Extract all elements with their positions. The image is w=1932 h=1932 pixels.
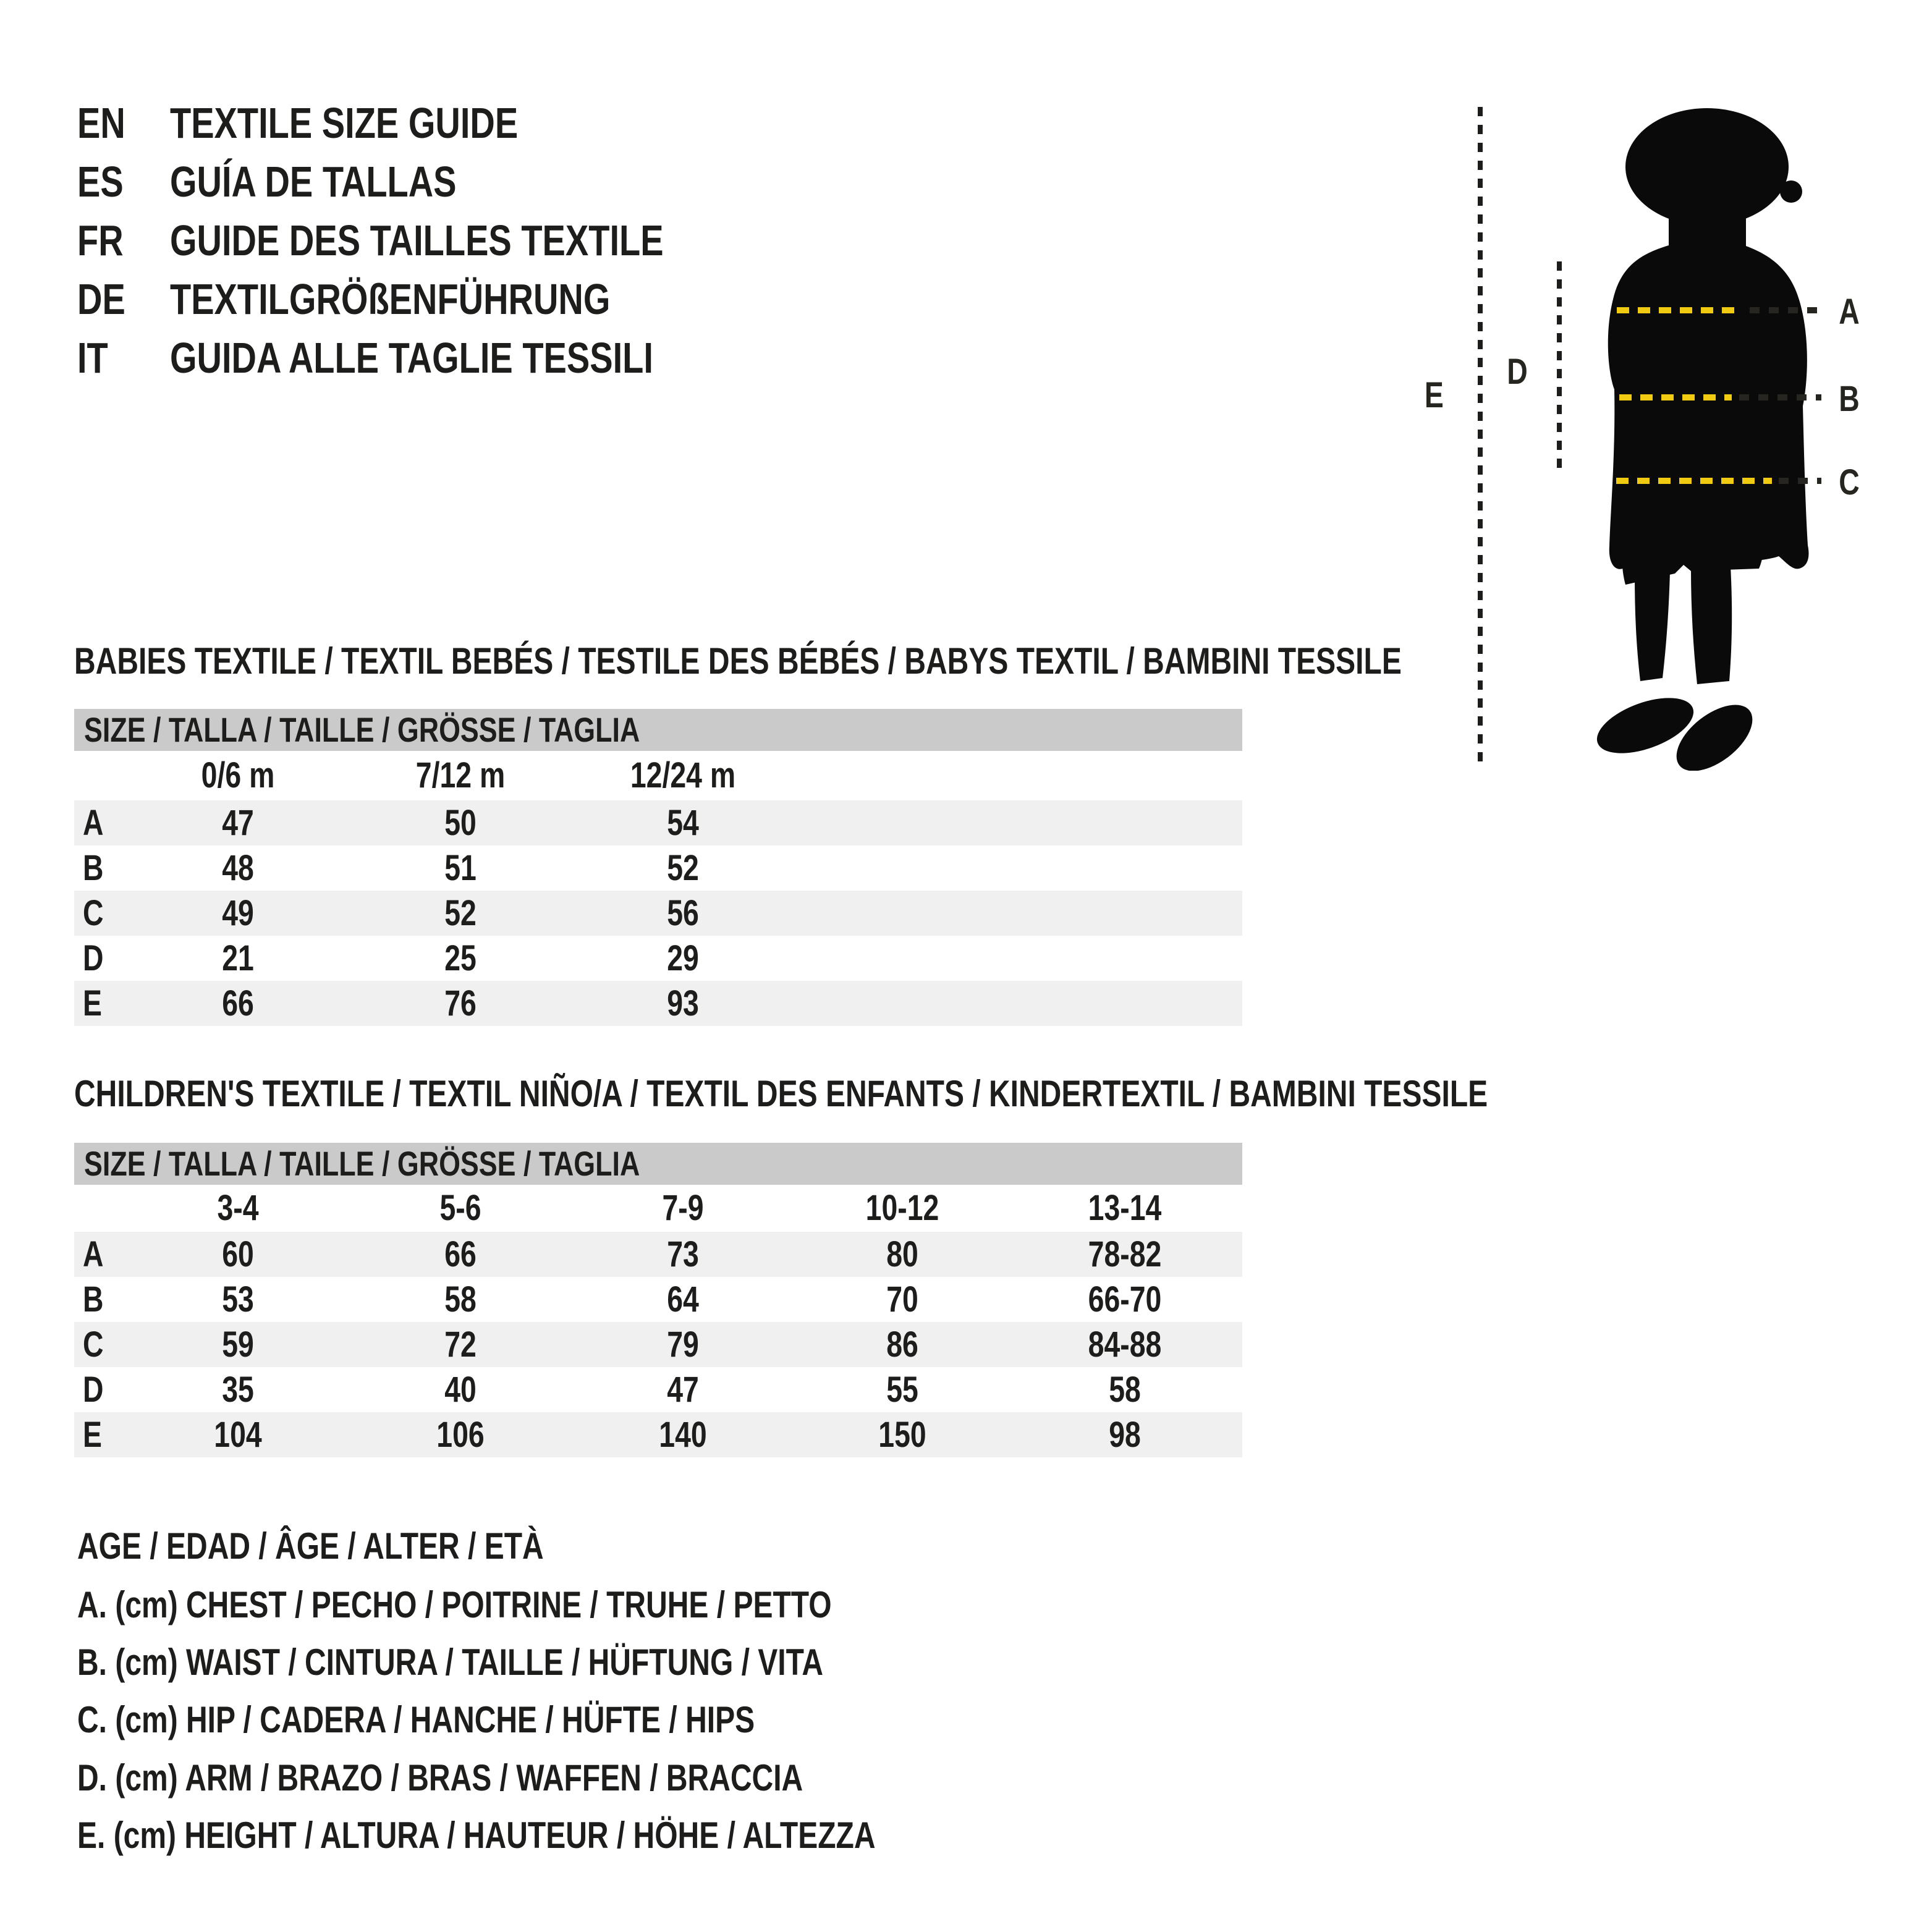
language-code: EN bbox=[77, 99, 125, 147]
babies-row-A bbox=[74, 800, 1242, 845]
language-row-fr bbox=[0, 211, 1051, 270]
language-row-en bbox=[0, 94, 1051, 153]
language-title: TEXTILE SIZE GUIDE bbox=[170, 99, 519, 147]
row-label: D bbox=[83, 938, 104, 978]
hip-line-yellow-C bbox=[1616, 478, 1772, 484]
table-cell: 52 bbox=[444, 893, 477, 933]
children-row-C bbox=[74, 1322, 1242, 1367]
measure-label-B: B bbox=[1839, 379, 1860, 419]
silhouette-ear bbox=[1780, 180, 1802, 203]
children-row-E bbox=[74, 1412, 1242, 1457]
table-cell: 66-70 bbox=[1088, 1279, 1162, 1320]
language-code: ES bbox=[77, 158, 124, 206]
table-cell: 64 bbox=[667, 1279, 699, 1320]
children-column-headers bbox=[74, 1185, 1242, 1232]
table-cell: 76 bbox=[444, 983, 477, 1023]
row-label: D bbox=[83, 1370, 104, 1410]
waist-line-yellow-B bbox=[1619, 394, 1732, 400]
babies-col-7-12m: 7/12 m bbox=[415, 755, 506, 795]
measure-label-E: E bbox=[1424, 375, 1444, 415]
children-col-10-12: 10-12 bbox=[865, 1188, 939, 1228]
table-cell: 84-88 bbox=[1088, 1324, 1162, 1365]
table-cell: 52 bbox=[667, 848, 699, 888]
hip-line-dark-C bbox=[1779, 478, 1821, 484]
table-cell: 40 bbox=[444, 1370, 477, 1410]
children-col-3-4: 3-4 bbox=[217, 1188, 259, 1228]
legend-waist: B. (cm) WAIST / CINTURA / TAILLE / HÜFTUNG / VITA bbox=[77, 1642, 824, 1683]
table-cell: 47 bbox=[667, 1370, 699, 1410]
table-cell: 58 bbox=[444, 1279, 477, 1320]
table-cell: 86 bbox=[886, 1324, 918, 1365]
table-cell: 55 bbox=[886, 1370, 918, 1410]
table-cell: 50 bbox=[444, 803, 477, 843]
chest-line-dark-A bbox=[1750, 307, 1821, 313]
table-cell: 59 bbox=[222, 1324, 254, 1365]
table-cell: 49 bbox=[222, 893, 254, 933]
babies-column-headers bbox=[74, 751, 1242, 800]
table-cell: 60 bbox=[222, 1234, 254, 1274]
silhouette-left-leg bbox=[1635, 572, 1670, 681]
children-row-B bbox=[74, 1277, 1242, 1322]
children-row-D bbox=[74, 1367, 1242, 1412]
table-cell: 29 bbox=[667, 938, 699, 978]
table-cell: 35 bbox=[222, 1370, 254, 1410]
table-cell: 70 bbox=[886, 1279, 918, 1320]
babies-row-D bbox=[74, 936, 1242, 981]
language-title: GUIDA ALLE TAGLIE TESSILI bbox=[170, 334, 653, 382]
row-label: B bbox=[83, 1279, 104, 1320]
table-cell: 53 bbox=[222, 1279, 254, 1320]
babies-row-C bbox=[74, 891, 1242, 936]
babies-col-0-6m: 0/6 m bbox=[201, 755, 275, 795]
legend-height: E. (cm) HEIGHT / ALTURA / HAUTEUR / HÖHE / ALTEZZA bbox=[77, 1815, 876, 1856]
children-size-header-bar: SIZE / TALLA / TAILLE / GRÖSSE / TAGLIA bbox=[74, 1143, 1242, 1185]
children-row-A bbox=[74, 1232, 1242, 1277]
table-cell: 58 bbox=[1109, 1370, 1141, 1410]
row-label: E bbox=[83, 983, 102, 1023]
arm-measure-line-D bbox=[1557, 261, 1562, 470]
language-row-es bbox=[0, 153, 1051, 211]
legend-hip: C. (cm) HIP / CADERA / HANCHE / HÜFTE / HIPS bbox=[77, 1699, 755, 1740]
children-col-7-9: 7-9 bbox=[662, 1188, 704, 1228]
row-label: C bbox=[83, 893, 104, 933]
table-cell: 72 bbox=[444, 1324, 477, 1365]
babies-row-E bbox=[74, 981, 1242, 1026]
measure-label-C: C bbox=[1839, 462, 1860, 502]
table-cell: 79 bbox=[667, 1324, 699, 1365]
table-cell: 98 bbox=[1109, 1415, 1141, 1455]
table-cell: 140 bbox=[659, 1415, 707, 1455]
table-cell: 93 bbox=[667, 983, 699, 1023]
table-cell: 66 bbox=[444, 1234, 477, 1274]
table-cell: 21 bbox=[222, 938, 254, 978]
language-code: FR bbox=[77, 216, 124, 265]
row-label: B bbox=[83, 848, 104, 888]
babies-size-header-bar: SIZE / TALLA / TAILLE / GRÖSSE / TAGLIA bbox=[74, 709, 1242, 751]
row-label: A bbox=[83, 1234, 104, 1274]
table-cell: 73 bbox=[667, 1234, 699, 1274]
measure-label-A: A bbox=[1839, 292, 1860, 332]
legend-arm: D. (cm) ARM / BRAZO / BRAS / WAFFEN / BRACCIA bbox=[77, 1757, 803, 1799]
chest-line-yellow-A bbox=[1617, 307, 1740, 313]
table-cell: 48 bbox=[222, 848, 254, 888]
row-label: C bbox=[83, 1324, 104, 1365]
table-cell: 25 bbox=[444, 938, 477, 978]
table-cell: 80 bbox=[886, 1234, 918, 1274]
legend-age: AGE / EDAD / ÂGE / ALTER / ETÀ bbox=[77, 1525, 544, 1567]
table-cell: 47 bbox=[222, 803, 254, 843]
language-title: GUÍA DE TALLAS bbox=[170, 158, 457, 206]
table-cell: 104 bbox=[214, 1415, 262, 1455]
language-code: DE bbox=[77, 275, 125, 323]
silhouette-torso bbox=[1608, 245, 1809, 569]
row-label: A bbox=[83, 803, 104, 843]
language-code: IT bbox=[77, 334, 108, 382]
babies-col-12-24m: 12/24 m bbox=[630, 755, 736, 795]
row-label: E bbox=[83, 1415, 102, 1455]
children-col-13-14: 13-14 bbox=[1088, 1188, 1162, 1228]
silhouette-right-leg bbox=[1691, 566, 1732, 684]
measure-label-D: D bbox=[1507, 352, 1528, 392]
table-cell: 66 bbox=[222, 983, 254, 1023]
table-cell: 56 bbox=[667, 893, 699, 933]
waist-line-dark-B bbox=[1739, 394, 1821, 400]
child-silhouette bbox=[1576, 106, 1836, 771]
table-cell: 51 bbox=[444, 848, 477, 888]
children-section-title: CHILDREN'S TEXTILE / TEXTIL NIÑO/A / TEXTIL DES ENFANTS / KINDERTEXTIL / BAMBINI TESSILE bbox=[74, 1073, 1488, 1114]
table-cell: 150 bbox=[878, 1415, 926, 1455]
language-title: GUIDE DES TAILLES TEXTILE bbox=[170, 216, 664, 265]
babies-row-B bbox=[74, 845, 1242, 891]
legend-chest: A. (cm) CHEST / PECHO / POITRINE / TRUHE / PETTO bbox=[77, 1584, 832, 1625]
children-col-5-6: 5-6 bbox=[439, 1188, 481, 1228]
language-row-it bbox=[0, 329, 1051, 388]
language-row-de bbox=[0, 270, 1051, 329]
table-cell: 54 bbox=[667, 803, 699, 843]
table-cell: 78-82 bbox=[1088, 1234, 1162, 1274]
language-title: TEXTILGRÖßENFÜHRUNG bbox=[170, 275, 611, 323]
table-cell: 106 bbox=[436, 1415, 485, 1455]
babies-section-title: BABIES TEXTILE / TEXTIL BEBÉS / TESTILE DES BÉBÉS / BABYS TEXTIL / BAMBINI TESSILE bbox=[74, 640, 1402, 682]
